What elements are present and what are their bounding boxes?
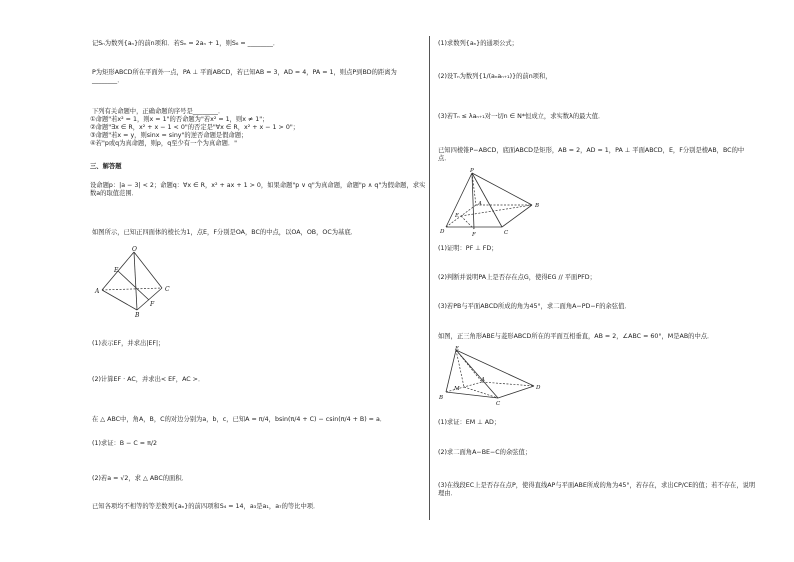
section-title: 三、解答题 [90,163,122,170]
question-tetrahedron-stem: 如图所示，已知正四面体的棱长为1，点E，F分别是OA，BC的中点，以OA，OB，OC为基底． [92,229,357,236]
rhombus-question-stem: 如图，正三角形ABE与菱形ABCD所在的平面互相垂直，AB = 2，∠ABC = 60°，M是AB的中点． [438,333,714,340]
pyramid-part1: (1)证明：PF ⊥ FD； [438,245,498,252]
fig-pyr-label-b: B [535,203,540,209]
question-rectangle-line2: ________． [92,77,124,84]
triangle-rhombus-figure [438,344,548,406]
pyramid-question-stem: 已知四棱锥P−ABCD，底面ABCD是矩形，AB = 2，AD = 1，PA ⊥ 平面ABCD，E，F分别是棱AB，BC的中 [438,147,745,154]
pyramid-figure [438,165,548,239]
sequence-part1: (1)求数列{aₙ}的通项公式； [438,40,518,47]
rhombus-part3-cont: 理由． [438,490,457,497]
fig-tetra-label-b: B [135,312,140,318]
pyramid-question-stem-cont: 点． [438,155,451,162]
question-triangle-stem: 在 △ ABC中，角A，B，C的对边分别为a，b，c，已知A = π/4，bsin(π/4 + C) − csin(π/4 + B) = a． [92,416,387,423]
sequence-part3: (3)若Tₙ ≤ λaₙ₊₁对一切n ∈ N*恒成立，求实数λ的最大值． [438,113,605,120]
fig-tetra-label-a: A [95,288,100,295]
fig-pyr-label-d: D [440,229,445,235]
question-triangle-part1: (1)求证：B − C = π/2 [92,440,158,447]
fig-pyr-label-f: F [472,232,476,238]
fig-em-label-b: B [439,395,444,401]
rhombus-part2: (2)求二面角A−BE−C的余弦值； [438,449,532,456]
fig-em-label-d: D [536,385,541,391]
question-pq-line2: 数a的取值范围． [90,190,138,197]
rhombus-part1: (1)求证：EM ⊥ AD； [438,419,501,426]
fig-pyr-label-e: E [455,213,460,219]
column-divider [429,36,430,520]
fig-em-label-a: A [481,377,485,383]
proposition-item-4: ④若"p或q为真命题，则p，q至少有一个为真命题．" [90,140,238,147]
question-propositions-stem: 下列有关命题中，正确命题的序号是________． [92,108,225,115]
pyramid-part3: (3)若PB与平面ABCD所成的角为45°，求二面角A−PD−F的余弦值． [438,303,631,310]
question-tetrahedron-part2: (2)计算EF · AC，并求出< EF，AC >． [92,376,205,383]
question-rectangle-line1: P为矩形ABCD所在平面外一点，PA ⊥ 平面ABCD，若已知AB = 3，AD = 4，PA = 1，则点P到BD的距离为 [92,69,397,76]
proposition-item-3: ③命题"若x = y，则sinx = siny"的逆否命题是假命题； [90,132,248,139]
fig-tetra-label-o: O [132,246,137,253]
question-sequence-sum: 记Sₙ为数列{aₙ}的前n项和．若Sₙ = 2aₙ + 1，则S₆ = ________． [92,40,280,47]
fig-tetra-label-e: E [114,267,119,274]
rhombus-part3: (3)在线段EC上是否存在点P，使得直线AP与平面ABE所成的角为45°，若存在，求出CP/CE的值；若不存在，说明 [438,482,756,489]
proposition-item-1: ①命题"若x² = 1，则x = 1"的否命题为"若x² = 1，则x ≠ 1"； [90,116,269,123]
pyramid-part2: (2)判断并说明PA上是否存在点G，使得EG // 平面PFD； [438,274,596,281]
fig-pyr-label-a: A [478,201,482,207]
tetrahedron-figure [90,244,180,318]
fig-em-label-c: C [496,401,501,406]
fig-em-label-e: E [455,346,460,352]
question-arithmetic-sequence: 已知各项均不相等的等差数列{aₙ}的前四项和S₄ = 14，a₃是a₁，a₇的等比中项． [92,503,320,510]
question-tetrahedron-part1: (1)表示EF，并求出|EF|； [92,340,165,347]
question-triangle-part2: (2)若a = √2，求 △ ABC的面积． [92,475,188,482]
fig-tetra-label-f: F [150,301,155,308]
proposition-item-2: ②命题"∃x ∈ R，x² + x − 1 < 0"的否定是"∀x ∈ R，x² + x − 1 > 0"； [90,124,300,131]
fig-em-label-m: M [454,386,460,392]
fig-tetra-label-c: C [165,286,170,293]
question-pq-line1: 设命题p：|a − 3| < 2；命题q：∀x ∈ R，x² + ax + 1 > 0，如果命题"p ∨ q"为真命题，命题"p ∧ q"为假命题，求实 [90,182,426,189]
fig-pyr-label-p: P [470,168,474,174]
sequence-part2: (2)设Tₙ为数列{1/(aₙaₙ₊₁)}的前n项和， [438,73,552,80]
fig-pyr-label-c: C [504,230,509,236]
